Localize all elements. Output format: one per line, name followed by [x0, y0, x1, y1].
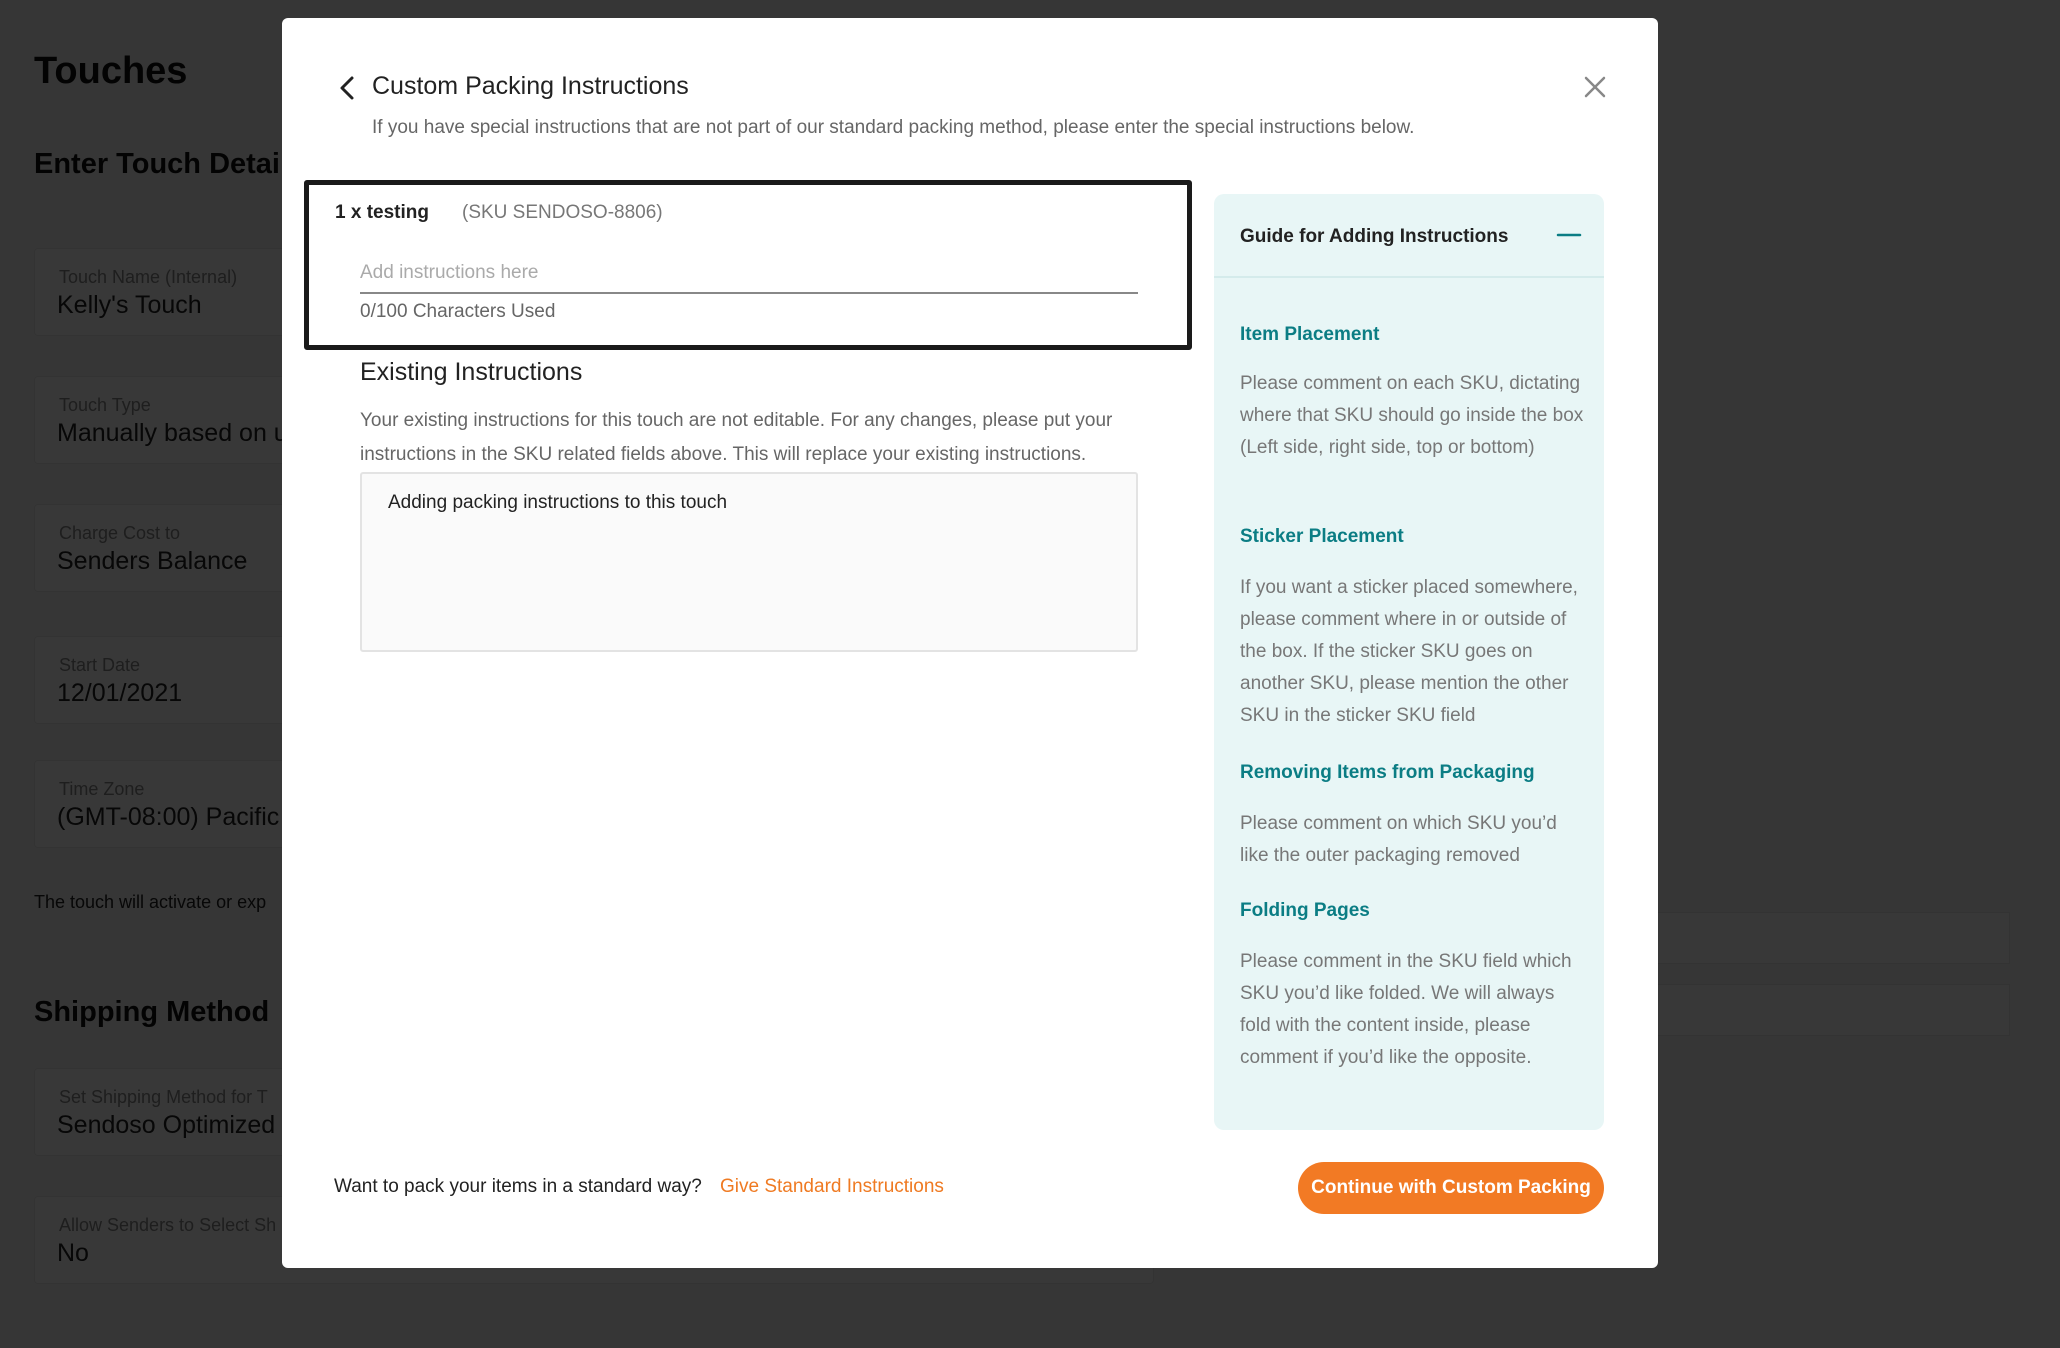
guide-heading-item-placement: Item Placement	[1240, 324, 1380, 345]
existing-instructions-title: Existing Instructions	[360, 358, 583, 386]
item-sku: (SKU SENDOSO-8806)	[462, 202, 663, 223]
close-button[interactable]	[1580, 72, 1610, 102]
guide-body-removing-items: Please comment on which SKU you’d like the outer packaging removed	[1240, 813, 1557, 866]
guide-heading-folding-pages: Folding Pages	[1240, 900, 1370, 921]
guide-heading-sticker-placement: Sticker Placement	[1240, 526, 1404, 547]
guide-body-item-placement: Please comment on each SKU, dictating where that SKU should go inside the box (Left side, right side, top or bottom)	[1240, 373, 1584, 458]
modal-subtitle: If you have special instructions that are not part of our standard packing method, please enter the special instructions below.	[372, 117, 1415, 138]
character-count: 0/100 Characters Used	[360, 301, 556, 322]
guide-header[interactable]	[1214, 194, 1604, 278]
item-quantity-name: 1 x testing	[335, 202, 429, 223]
guide-body-sticker-placement: If you want a sticker placed somewhere, please comment where in or outside of the box. If the sticker SKU goes on another SKU, please mention the other SKU in the sticker SKU field	[1240, 577, 1578, 726]
custom-packing-modal	[282, 18, 1658, 1268]
close-icon	[1580, 72, 1610, 102]
back-button[interactable]	[332, 70, 362, 106]
modal-title: Custom Packing Instructions	[372, 72, 689, 100]
guide-title: Guide for Adding Instructions	[1240, 226, 1509, 247]
guide-panel	[1214, 194, 1604, 1130]
existing-instructions-text: Adding packing instructions to this touch	[388, 492, 728, 513]
existing-instructions-description: Your existing instructions for this touch are not editable. For any changes, please put your instructions in the SKU related fields above. This will replace your existing instructions.	[360, 410, 1113, 465]
minus-icon	[1554, 220, 1584, 250]
chevron-left-icon	[332, 70, 362, 106]
standard-packing-question: Want to pack your items in a standard way?	[334, 1176, 702, 1197]
continue-custom-packing-button[interactable]: Continue with Custom Packing	[1298, 1162, 1604, 1214]
give-standard-instructions-link[interactable]: Give Standard Instructions	[720, 1176, 944, 1197]
guide-body-folding-pages: Please comment in the SKU field which SKU you’d like folded. We will always fold with the content inside, please comment if you’d like the opposite.	[1240, 951, 1572, 1068]
guide-heading-removing-items: Removing Items from Packaging	[1240, 762, 1535, 783]
instructions-input[interactable]	[360, 254, 1138, 294]
guide-collapse-button[interactable]	[1554, 220, 1584, 250]
existing-instructions-box	[360, 472, 1138, 652]
